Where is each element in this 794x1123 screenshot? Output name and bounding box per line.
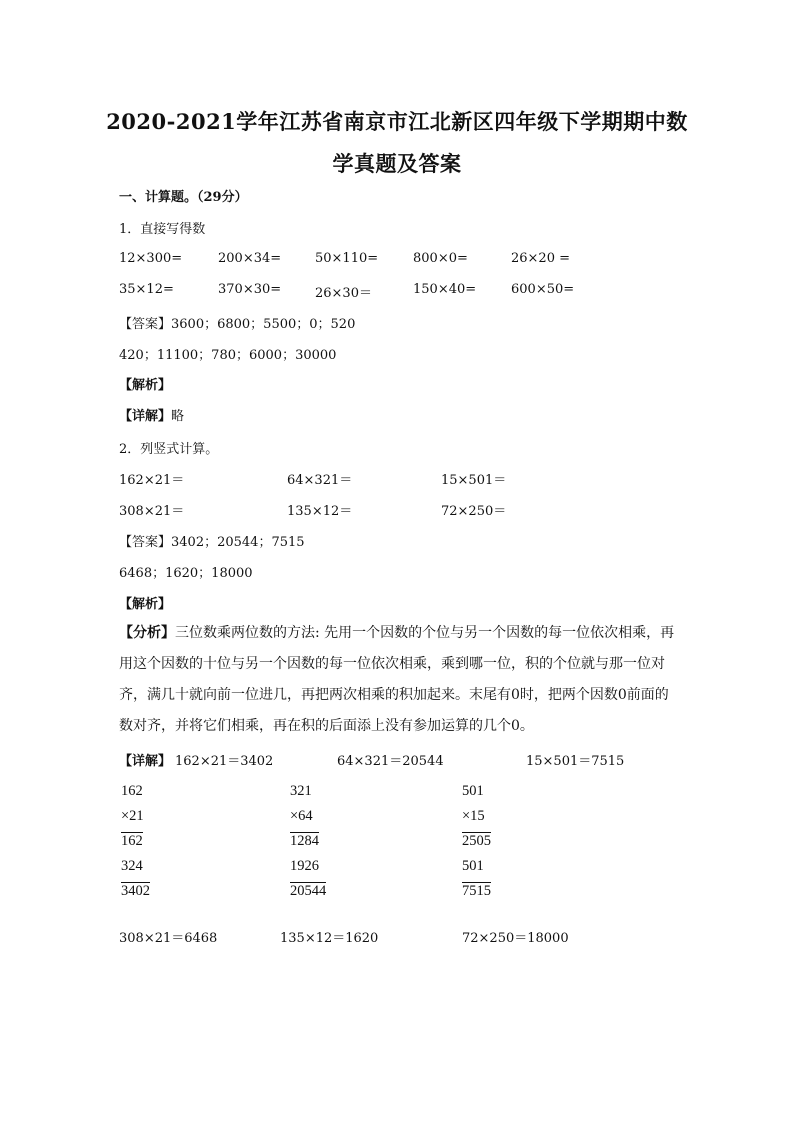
question-2-analysis-tag: 【解析】	[119, 597, 172, 612]
detail-equation: 308×21＝6468	[119, 931, 218, 946]
question-2-answer	[119, 531, 305, 550]
multiplier: ×64	[290, 808, 313, 824]
problem: 12×300=	[119, 251, 183, 266]
multiplier: ×21	[121, 808, 144, 824]
problem: 72×250＝	[441, 504, 507, 519]
partial-product-1: 1284	[290, 833, 319, 849]
problem: 26×20 =	[511, 251, 571, 266]
problem: 150×40=	[413, 282, 477, 297]
problem: 50×110=	[315, 251, 379, 266]
problem: 162×21＝	[119, 473, 185, 488]
question-2-answer-line-2: 6468；1620；18000	[119, 566, 253, 581]
question-1-detail	[119, 405, 184, 424]
problem: 15×501＝	[441, 473, 507, 488]
section-heading: 一、计算题。（29分）	[119, 190, 248, 205]
analysis-paragraph	[119, 618, 679, 742]
title-line-2: 学真题及答案	[332, 151, 462, 176]
title-line-1: 2020-2021学年江苏省南京市江北新区四年级下学期期中数	[106, 109, 688, 134]
detail-equation: 64×321＝20544	[337, 754, 444, 769]
problem: 35×12=	[119, 282, 174, 297]
multiplicand: 501	[462, 783, 484, 799]
detail-tag: 【详解】	[119, 754, 172, 769]
partial-product-2: 1926	[290, 858, 319, 874]
question-1-analysis-tag: 【解析】	[119, 378, 172, 393]
problem: 308×21＝	[119, 504, 185, 519]
partial-product-2: 501	[462, 858, 484, 874]
answer-tag: 【答案】	[119, 317, 172, 332]
problem: 370×30=	[218, 282, 282, 297]
problem: 135×12＝	[287, 504, 353, 519]
problem: 600×50=	[511, 282, 575, 297]
product: 7515	[462, 883, 491, 899]
product: 20544	[290, 883, 327, 899]
problem: 26×30＝	[315, 286, 372, 301]
problem: 200×34=	[218, 251, 282, 266]
problem: 64×321＝	[287, 473, 353, 488]
detail-equation: 72×250＝18000	[462, 931, 569, 946]
fenxi-text: 三位数乘两位数的方法: 先用一个因数的个位与另一个因数的每一位依次相乘，再用这个因数的十位与另一个因数的每一位依次相乘，乘到哪一位，积的个位就与那一位对齐，满几十就向前一位进几，再把两次相乘的积加起来。末尾有0时，把两个因数0前面的数对齐，并将它们相乘，再在积的后面添上没有参加运算的几个0。	[119, 625, 675, 734]
fenxi-tag: 【分析】	[119, 625, 175, 641]
question-1-label: 1．直接写得数	[119, 222, 206, 237]
partial-product-1: 162	[121, 833, 143, 849]
detail-tag: 【详解】	[119, 409, 172, 424]
answer-tag: 【答案】	[119, 535, 172, 550]
multiplicand: 321	[290, 783, 312, 799]
partial-product-1: 2505	[462, 833, 491, 849]
multiplier: ×15	[462, 808, 485, 824]
problem: 800×0=	[413, 251, 468, 266]
detail-equation: 15×501＝7515	[526, 754, 625, 769]
question-2-label: 2．列竖式计算。	[119, 442, 219, 457]
answer-values: 3402；20544；7515	[171, 535, 305, 550]
detail-equation: 135×12＝1620	[280, 931, 379, 946]
answer-values: 3600；6800；5500；0；520	[171, 317, 356, 332]
multiplicand: 162	[121, 783, 143, 799]
detail-equation: 162×21＝3402	[175, 754, 274, 769]
question-1-answer-line-2: 420；11100；780；6000；30000	[119, 348, 337, 363]
partial-product-2: 324	[121, 858, 143, 874]
question-1-answer	[119, 313, 355, 332]
detail-text: 略	[171, 409, 185, 424]
product: 3402	[121, 883, 150, 899]
